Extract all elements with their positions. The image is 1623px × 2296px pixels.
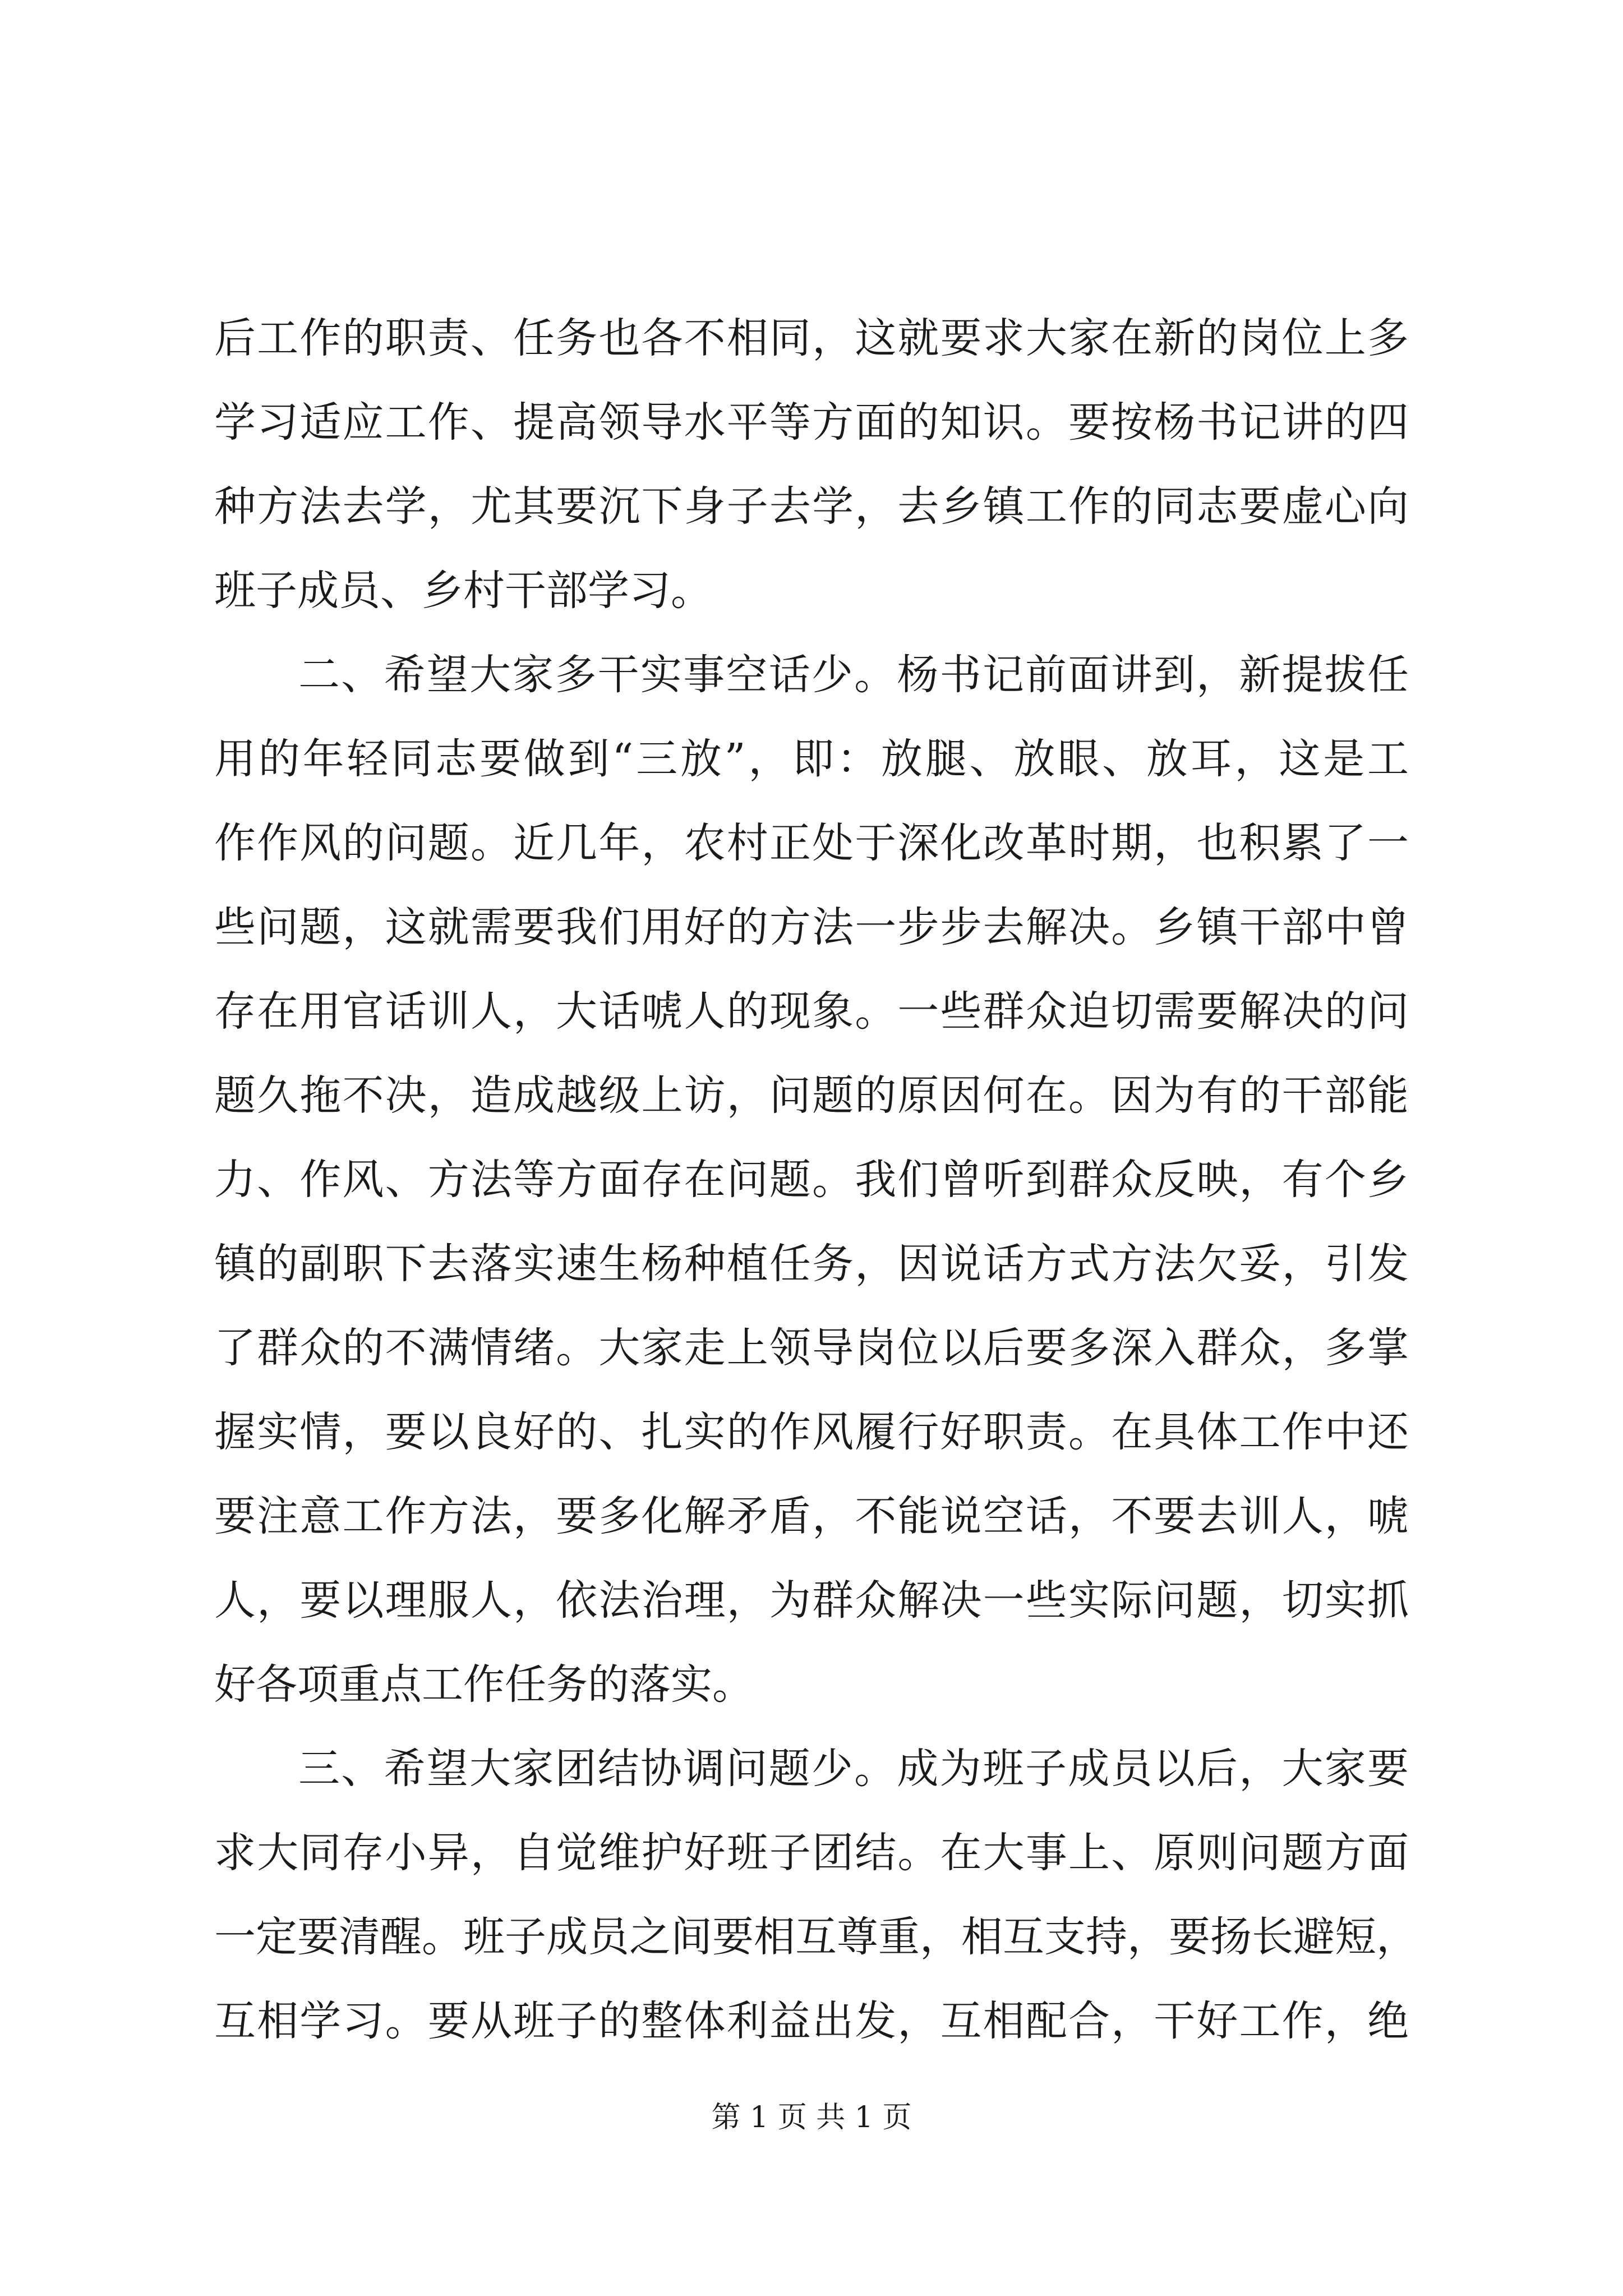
text-line: 了群众的不满情绪。大家走上领导岗位以后要多深入群众，多掌 xyxy=(214,1324,1409,1372)
text-line: 作作风的问题。近几年，农村正处于深化改革时期，也积累了一 xyxy=(214,819,1409,867)
text-line: 要注意工作方法，要多化解矛盾，不能说空话，不要去训人，唬 xyxy=(214,1492,1409,1540)
paragraph-heading-line: 二、希望大家多干实事空话少。杨书记前面讲到，新提拔任 xyxy=(298,651,1409,699)
text-line: 好各项重点工作任务的落实。 xyxy=(214,1660,754,1709)
text-line: 握实情，要以良好的、扎实的作风履行好职责。在具体工作中还 xyxy=(214,1408,1409,1456)
text-line: 后工作的职责、任务也各不相同，这就要求大家在新的岗位上多 xyxy=(214,314,1409,362)
text-line: 存在用官话训人，大话唬人的现象。一些群众迫切需要解决的问 xyxy=(214,987,1409,1036)
text-line: 种方法去学，尤其要沉下身子去学，去乡镇工作的同志要虚心向 xyxy=(214,482,1409,531)
text-line: 班子成员、乡村干部学习。 xyxy=(214,567,712,615)
text-line: 互相学习。要从班子的整体利益出发，互相配合，干好工作，绝 xyxy=(214,1997,1409,2045)
text-line: 一定要清醒。班子成员之间要相互尊重，相互支持，要扬长避短， xyxy=(214,1913,1418,1961)
text-line: 学习适应工作、提高领导水平等方面的知识。要按杨书记讲的四 xyxy=(214,398,1409,447)
paragraph-heading-line: 三、希望大家团结协调问题少。成为班子成员以后，大家要 xyxy=(298,1745,1409,1793)
text-line: 题久拖不决，造成越级上访，问题的原因何在。因为有的干部能 xyxy=(214,1071,1409,1120)
text-line: 求大同存小异，自觉维护好班子团结。在大事上、原则问题方面 xyxy=(214,1829,1409,1877)
text-line: 镇的副职下去落实速生杨种植任务，因说话方式方法欠妥，引发 xyxy=(214,1240,1409,1288)
text-line: 些问题，这就需要我们用好的方法一步步去解决。乡镇干部中曾 xyxy=(214,903,1409,951)
text-line: 人，要以理服人，依法治理，为群众解决一些实际问题，切实抓 xyxy=(214,1576,1409,1625)
text-line: 力、作风、方法等方面存在问题。我们曾听到群众反映，有个乡 xyxy=(214,1156,1409,1204)
page-footer: 第 1 页 共 1 页 xyxy=(711,2101,912,2134)
text-line: 用的年轻同志要做到“三放”，即：放腿、放眼、放耳，这是工 xyxy=(214,735,1409,783)
